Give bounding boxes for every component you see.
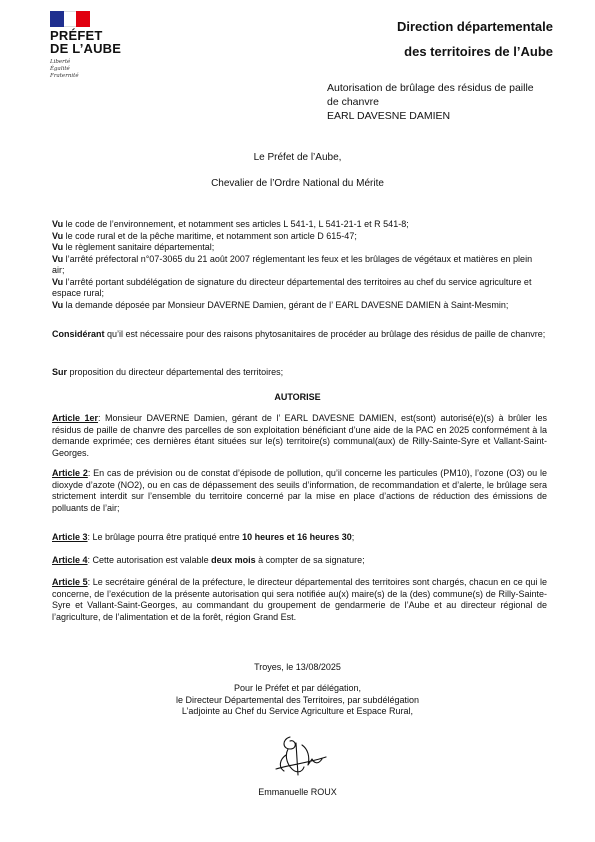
prefet-title: Le Préfet de l’Aube, xyxy=(253,152,342,163)
article-4-duration: deux mois xyxy=(211,555,256,565)
article-5 xyxy=(52,577,547,623)
chevalier-title: Chevalier de l’Ordre National du Mérite xyxy=(211,178,384,189)
visa-keyword: Vu xyxy=(52,230,64,241)
article-3 xyxy=(52,532,547,544)
article-3-text-post: ; xyxy=(351,532,355,542)
article-1-text: : Monsieur DAVERNE Damien, gérant de l’ EARL DAVESNE DAMIEN, est(sont) autorisé(e)(s) à brûler les résidus de paille de chanvre des parcelles de son exploitation bénéficiant d’une aide de la PAC en 2025 conformément à la demande exprimée; ces dernières étant situées sur le(s) territoire(s) communal(aux) de Rilly-Sainte-Syre et Vallant-Saint-Georges. xyxy=(52,413,547,458)
signer-name: Emmanuelle ROUX xyxy=(258,787,337,797)
considerant-keyword: Considérant xyxy=(52,329,105,339)
direction-title xyxy=(353,14,553,64)
visas-list xyxy=(52,219,547,311)
autorise-heading: AUTORISE xyxy=(274,392,321,402)
article-3-label: Article 3 xyxy=(52,532,88,542)
visa-item xyxy=(52,242,547,254)
article-5-text: : Le secrétaire général de la préfecture, le directeur départemental des territoires sont chargés, chacun en ce qui le concerne, de l’exécution de la présente autorisation qui sera notifiée au(x) maire(s) de la (des) commune(s) de Rilly-Sainte-Syre et Vallant-Saint-Georges, au commandant du groupement de gendarmerie de l’Aube et au directeur régional de l’agriculture, de l’alimentation et de la forêt, région Grand Est. xyxy=(52,577,547,622)
visa-text: le code rural et de la pêche maritime, et notamment son article D 615-47; xyxy=(63,230,357,241)
direction-line-2: des territoires de l’Aube xyxy=(404,44,553,59)
prefet-line-1: PRÉFET xyxy=(50,28,103,43)
visa-item xyxy=(52,277,547,300)
visa-text: l’arrêté portant subdélégation de signature du directeur départemental des territoires au chef du service agriculture et espace rural; xyxy=(52,276,532,299)
delegation-line-3: L’adjointe au Chef du Service Agriculture et Espace Rural, xyxy=(181,706,414,717)
considerant-text: qu’il est nécessaire pour des raisons phytosanitaires de procéder au brûlage des résidus de paille de chanvre; xyxy=(104,329,546,339)
visa-text: la demande déposée par Monsieur DAVERNE Damien, gérant de l’ EARL DAVESNE DAMIEN à Saint-Mesmin; xyxy=(63,299,509,310)
prefet-line-2: DE L’AUBE xyxy=(50,41,122,56)
visa-item xyxy=(52,219,547,231)
delegation-block xyxy=(0,683,595,718)
article-1 xyxy=(52,413,547,459)
visa-item xyxy=(52,231,547,243)
sur-text: proposition du directeur départemental des territoires; xyxy=(67,367,284,377)
object-line-2: de chanvre xyxy=(327,96,379,108)
delegation-line-2: le Directeur Départemental des Territoires, par subdélégation xyxy=(176,694,419,705)
article-5-label: Article 5 xyxy=(52,577,88,587)
visa-item xyxy=(52,300,547,312)
visa-keyword: Vu xyxy=(52,219,64,229)
visa-text: l’arrêté préfectoral n°07-3065 du 21 août 2007 réglementant les feux et les brûlages de végétaux et matières en plein air; xyxy=(52,253,533,276)
article-3-text-pre: : Le brûlage pourra être pratiqué entre xyxy=(87,532,243,542)
article-2-label: Article 2 xyxy=(52,468,88,478)
article-4-text-post: à compter de sa signature; xyxy=(255,555,365,565)
devise xyxy=(50,59,110,80)
visa-text: le règlement sanitaire départemental; xyxy=(63,242,215,253)
document-object xyxy=(327,81,557,123)
visa-keyword: Vu xyxy=(52,242,64,253)
considerant-paragraph xyxy=(52,329,547,341)
article-3-hours: 10 heures et 16 heures 30 xyxy=(242,532,352,542)
article-4-text-pre: : Cette autorisation est valable xyxy=(87,555,212,565)
devise-line-3: Fraternité xyxy=(50,73,79,79)
article-1-label: Article 1er xyxy=(52,413,99,423)
republic-flag-logo xyxy=(50,11,90,27)
object-line-3: EARL DAVESNE DAMIEN xyxy=(327,110,451,122)
visa-text: le code de l’environnement, et notamment ses articles L 541-1, L 541-21-1 et R 541-8; xyxy=(63,219,409,229)
visa-keyword: Vu xyxy=(52,276,64,287)
delegation-line-1: Pour le Préfet et par délégation, xyxy=(233,683,362,693)
sur-keyword: Sur xyxy=(52,367,68,377)
visa-keyword: Vu xyxy=(52,299,64,310)
article-4 xyxy=(52,555,547,567)
article-2 xyxy=(52,468,547,514)
date-place: Troyes, le 13/08/2025 xyxy=(254,662,341,672)
direction-line-1: Direction départementale xyxy=(396,19,553,34)
devise-line-2: Égalité xyxy=(50,66,70,72)
article-2-text: : En cas de prévision ou de constat d’épisode de pollution, qu’il concerne les particules (PM10), l’ozone (O3) ou le dioxyde d’azote (NO2), ou en cas de dépassement des seuils d’information, de recommandation et d’alerte, le brûlage sera strictement interdit sur l’ensemble du territoire concerné par la mise en place d’actions de réduction des émissions de polluants de l’air; xyxy=(52,468,547,513)
visa-item xyxy=(52,254,547,277)
prefet-logo-text xyxy=(50,29,140,55)
visa-keyword: Vu xyxy=(52,253,64,264)
sur-proposition-paragraph xyxy=(52,367,547,379)
object-line-1: Autorisation de brûlage des résidus de paille xyxy=(327,82,534,94)
devise-line-1: Liberté xyxy=(50,59,71,65)
handwritten-signature xyxy=(268,729,330,781)
article-4-label: Article 4 xyxy=(52,555,88,565)
